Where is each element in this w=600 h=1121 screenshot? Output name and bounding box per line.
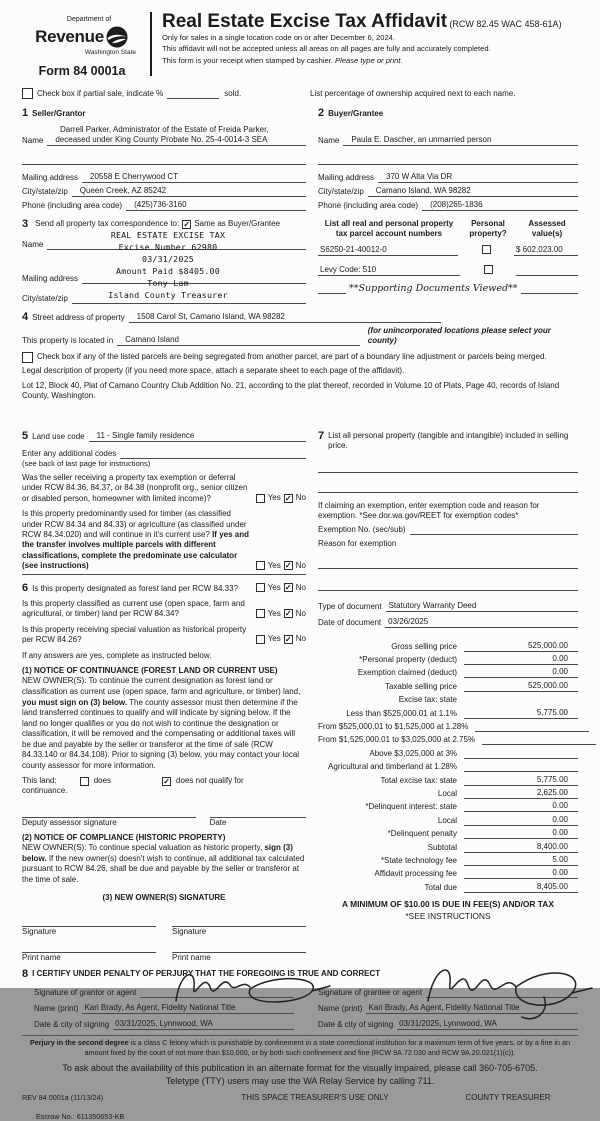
timber-agriculture-text: Is this property predominantly used for timber (as classified under RCW 84.34 and 84.33) or agriculture (as classified under RCW 84.34.020) and will continue in it's current use? If yes and the transfer involves multiple parcels with different classifications, complete the predominate use calculator (see instructions) [22,509,249,571]
tax-table-row [318,678,578,691]
assessed-value-header: Assessed value(s) [528,218,566,238]
perjury-statement: Perjury in the second degree is a class C felony which is punishable by confinement in a state correctional institution for a maximum term of five years, or by a fine in an amount fixed by the court of not more than $10,000, or by both such confinement and fine (RCW 9A.72.030 and RCW 9A.20.021(1)(c)). [29,1037,571,1057]
corr-name-field[interactable] [47,240,306,250]
header-note-1: Only for sales in a single location code on or after December 6, 2024. [162,33,396,42]
no-checkbox[interactable]: ✓ [284,493,292,503]
stamp-line: Tony Lam [147,277,189,288]
current-use-question [22,599,306,620]
buyer-grantee-section [318,108,578,211]
personal-property-header: Personal property? [469,218,507,238]
grantee-date-city-label: Date & city of signing [318,1019,394,1029]
grantor-name-print-label: Name (print) [34,1003,79,1013]
parcel-row [318,245,578,256]
header-note-3: This form is your receipt when stamped by cashier. Please type or print. [162,55,403,65]
exemption-no-field[interactable] [410,525,578,535]
same-as-buyer-checkbox[interactable]: ✓ [183,219,191,229]
tax-row-label: Exemption claimed (deduct) [357,668,457,678]
tax-table-row [318,879,578,892]
no-label: No [295,608,306,618]
ownership-note: List percentage of ownership acquired next to each name. [310,88,516,98]
grantee-name-print-field[interactable]: Kari Brady, As Agent, Fidelity National Title [366,1003,578,1014]
excise-tax-table [318,638,578,892]
tax-row-value[interactable]: 5,775.00 [464,708,578,719]
seller-grantor-title: Seller/Grantor [32,108,86,118]
tax-row-value[interactable]: 0.00 [464,801,578,812]
grantor-signature-line[interactable] [140,988,294,998]
does-label: does [93,776,112,786]
tax-table-row [318,772,578,785]
header-divider [150,12,152,76]
yes-checkbox[interactable] [256,635,265,644]
reason-exemption-line[interactable] [318,559,578,569]
buyer-city-field[interactable]: Camano Island, WA 98282 [368,186,578,197]
seller-name-line1: Darrell Parker, Administrator of the Estate of Freida Parker, [60,124,269,134]
this-land-label: This land: [22,776,57,786]
stamp-line: Amount Paid $8405.00 [116,265,220,276]
tax-table-row [318,786,578,799]
date-of-document-field[interactable]: 03/26/2025 [385,617,578,628]
no-label: No [295,582,306,592]
deputy-assessor-label: Deputy assessor signature [22,818,117,828]
legal-description-label: Legal description of property (if you need more space, attach a separate sheet to each page of the affidavit). [22,365,405,375]
form-title: Real Estate Excise Tax Affidavit [162,11,448,32]
deputy-date-label: Date [209,818,227,828]
seller-city-field[interactable]: Queen Creek, AZ 85242 [72,186,306,197]
buyer-city-label: City/state/zip [318,186,364,196]
buyer-phone-label: Phone (including area code) [318,200,419,210]
does-not-checkbox[interactable]: ✓ [163,776,170,786]
seller-phone-field[interactable]: (425)736-3160 [126,200,306,211]
tax-row-label: Subtotal [427,842,457,852]
tax-table-row [318,812,578,825]
section-1-number: 1 [22,106,29,119]
tax-row-label: Gross selling price [391,641,457,651]
classification-section [22,583,306,963]
treasurer-use-only-label: THIS SPACE TREASURER'S USE ONLY [241,1092,389,1102]
personal-property-line[interactable] [318,463,578,473]
new-owner-print-name-line[interactable] [22,943,156,953]
reason-exemption-label: Reason for exemption [318,539,397,549]
tax-row-label: Taxable selling price [384,681,457,691]
sold-label: sold. [224,88,242,98]
segregated-checkbox[interactable] [22,352,33,363]
tax-row-label: Local [437,788,457,798]
tax-row-value[interactable] [464,762,578,772]
yes-label: Yes [267,560,281,570]
this-land-row [22,776,306,786]
yes-label: Yes [267,608,281,618]
parcel-row [318,265,578,276]
located-in-field[interactable]: Camano Island [117,335,360,346]
buyer-name-label: Name [318,135,340,145]
tax-row-label: Agricultural and timberland at 1.28% [328,762,457,772]
partial-percent-field[interactable] [167,89,219,99]
forest-land-question [22,583,306,594]
reason-exemption-line[interactable] [318,581,578,591]
grantee-name-print-label: Name (print) [318,1003,363,1013]
additional-codes-field[interactable] [120,449,306,459]
date-of-document-label: Date of document [318,618,382,628]
tax-row-label: *Personal property (deduct) [359,655,457,665]
property-location-section [22,312,578,401]
supporting-documents-stamp: **Supporting Documents Viewed** [349,282,518,294]
print-name-label: Print name [22,952,61,962]
supporting-documents-row [318,283,578,295]
deputy-assessor-signature-line[interactable] [22,808,196,818]
segregated-label: Check box if any of the listed parcels are being segregated from another parcel, are part of a boundary line adjustment or parcels being merged. [37,351,547,361]
tax-table-row [318,665,578,678]
notice-compliance-body: NEW OWNER(S): To continue special valuation as historic property, sign (3) below. If the new owner(s) doesn't wish to continue, all additional tax calculated pursuant to RCW 84.26, shall be due and payable by the seller or transferor at the time of sale. [22,843,305,885]
new-owner-signature-line[interactable] [172,917,306,927]
tax-correspondence-section [22,219,306,304]
revenue-wordmark: Revenue [35,27,104,47]
tax-row-value[interactable] [475,722,589,732]
washington-state-label: Washington State [84,48,136,56]
certification-section [22,969,578,1030]
tax-row-label: *Delinquent penalty [387,829,457,839]
stamp-line: Island County Treasurer [108,289,228,300]
land-use-field[interactable]: 11 - Single family residence [89,431,306,442]
no-label: No [295,560,306,570]
corr-name-label: Name [22,239,44,249]
tax-row-label: Above $3,025,000 at 3% [369,748,457,758]
tax-table-row [318,732,578,745]
tax-row-label: From $525,000.01 to $1,525,000 at 1.28% [318,722,469,732]
notice-continuance-body: NEW OWNER(S): To continue the current designation as forest land or classification as current use (open space, farm and agriculture, or timber) land, you must sign on (3) below. The county assessor must then determine if the land transferred continues to qualify and will indicate by signing below. If the land no longer qualifies or you do not wish to continue the designation or classification, it will be removed and the compensating or additional taxes will be due and payable by the seller or transferor at the time of sale (RCW 84.33.140 or 84.34.108). Prior to signing (3) below, you may contact your local county assessor for more information. [22,676,301,770]
exemption-deferral-text: Was the seller receiving a property tax exemption or deferral under RCW 84.36, 84.37, or 84.38 (nonprofit org., senior citizen or disabled person, homeowner with limited income)? [22,472,248,503]
section-8-number: 8 [22,967,29,980]
does-checkbox[interactable] [80,777,89,786]
yes-no-answer [256,634,306,645]
personal-property-intro: List all personal property (tangible and intangible) included in selling price. [328,430,569,450]
new-owner-signature-heading: (3) NEW OWNER(S) SIGNATURE [102,892,226,902]
yes-label: Yes [267,582,281,592]
grantor-signature-label: Signature of grantor or agent [34,987,137,997]
type-of-document-field[interactable]: Statutory Warranty Deed [386,601,578,612]
tax-table-row [318,652,578,665]
tax-table-row [318,745,578,758]
seller-phone-label: Phone (including area code) [22,200,123,210]
tax-row-label: Local [437,815,457,825]
corr-mailing-field[interactable] [82,274,306,284]
see-instructions-note: *SEE INSTRUCTIONS [405,911,491,922]
no-label: No [295,493,306,503]
yes-checkbox[interactable] [256,494,265,503]
form-title-rcw-ref: (RCW 82.45 WAC 458-61A) [449,19,562,29]
signature-label: Signature [172,926,207,936]
type-of-document-label: Type of document [318,602,382,612]
seller-mailing-field[interactable]: 20558 E Cherrywood CT [82,172,306,183]
rev-form-number: REV 84 0001a (11/13/24) [22,1092,103,1102]
tax-row-label: Excise tax: state [398,695,457,705]
new-owner-print-name-line[interactable] [172,943,306,953]
section-2-number: 2 [318,106,325,119]
legal-description-text: Lot 12, Block 40, Plat of Camano Country Club Addition No. 21, according to the plat thereof, recorded in Volume 10 of Plats, Page 40, records of Island County, Washington. [22,380,560,400]
corr-city-label: City/state/zip [22,293,68,303]
form-number: Form 84 0001a [38,63,126,78]
yes-checkbox[interactable] [256,609,265,618]
no-checkbox[interactable]: ✓ [284,634,292,644]
corr-city-field[interactable] [72,294,306,304]
parcel-table [318,219,578,304]
no-checkbox[interactable]: ✓ [284,561,292,570]
no-checkbox[interactable]: ✓ [284,583,292,593]
deputy-date-line[interactable] [210,808,306,818]
yes-no-answer [256,609,306,620]
parcel-assessed-field[interactable]: $ 602,023.00 [514,245,578,256]
accessibility-note: To ask about the availability of this publication in an alternate format for the visually impaired, please call 360-705-6705. Teletype (TTY) users may use the WA Relay Service by calling 711. [62,1062,538,1086]
tax-table-row [318,719,578,732]
minimum-due-note: A MINIMUM OF $10.00 IS DUE IN FEE(S) AND/OR TAX [342,898,554,909]
print-name-label: Print name [172,952,211,962]
stamp-line: REAL ESTATE EXCISE TAX [110,229,226,240]
exemption-deferral-question [22,473,306,504]
header-note-2: This affidavit will not be accepted unless all areas on all pages are fully and accurately completed. [162,44,491,54]
tax-table-row [318,759,578,772]
new-owner-signature-line[interactable] [22,917,156,927]
stamp-underline-left [318,284,346,294]
yes-label: Yes [267,493,281,503]
buyer-name-field[interactable]: Paula E. Dascher, an unmarried person [343,135,578,146]
street-address-label: Street address of property [32,312,125,322]
tax-row-value[interactable] [482,735,596,745]
tax-row-value[interactable]: 0.00 [464,667,578,678]
tax-row-label: Affidavit processing fee [374,869,457,879]
grantee-date-city-field[interactable]: 03/31/2025, Lynnwood, WA [397,1019,578,1030]
tax-row-value[interactable]: 5,775.00 [464,775,578,786]
grantor-name-print-field[interactable]: Kari Brady, As Agent, Fidelity National Title [82,1003,294,1014]
buyer-grantee-title: Buyer/Grantee [328,108,384,118]
buyer-mailing-label: Mailing address [318,172,375,182]
located-in-label: This property is located in [22,335,114,345]
street-address-field[interactable]: 1508 Carol St, Camano Island, WA 98282 [129,312,441,323]
county-treasurer-label: COUNTY TREASURER [465,1092,551,1102]
land-use-label: Land use code [32,431,85,441]
seller-name-label: Name [22,135,44,145]
if-yes-note: If any answers are yes, complete as instructed below. [22,651,212,661]
does-not-label: does not qualify for [176,776,244,786]
revenue-logo-icon [105,25,129,49]
additional-codes-label: Enter any additional codes [22,448,117,458]
corr-mailing-label: Mailing address [22,273,79,283]
tax-row-value[interactable]: 0.00 [464,868,578,879]
seller-name-field[interactable]: deceased under King County Probate No. 25-4-0014-3 SEA [47,135,306,146]
exemption-no-label: Exemption No. (sec/sub) [318,525,406,535]
grantor-signing-block [22,982,294,1030]
tax-row-value[interactable]: 525,000.00 [464,641,578,652]
no-label: No [295,634,306,644]
dept-of-label: Department of [66,16,112,23]
tax-table-row [318,866,578,879]
seller-name-extra-line[interactable] [22,155,306,165]
tax-table-row [318,799,578,812]
same-as-buyer-label: Same as Buyer/Grantee [194,219,281,228]
notice-continuance-title: (1) NOTICE OF CONTINUANCE (FOREST LAND OR CURRENT USE) [22,666,278,676]
seller-city-label: City/state/zip [22,186,68,196]
stamp-line: Excise Number 62980 [118,241,218,252]
yes-no-answer [256,561,306,572]
partial-sale-checkbox[interactable] [22,88,33,99]
no-checkbox[interactable]: ✓ [284,609,292,619]
partial-sale-row [22,88,578,99]
tax-row-value[interactable]: 0.00 [464,815,578,826]
seller-mailing-label: Mailing address [22,172,79,182]
historical-property-text: Is this property receiving special valuation as historical property per RCW 84.26? [22,624,247,645]
section-6-number: 6 [22,581,29,594]
notice-compliance-title: (2) NOTICE OF COMPLIANCE (HISTORIC PROPERTY) [22,833,226,843]
tax-row-label: *Delinquent interest: state [365,802,457,812]
parcel-number-field[interactable]: Levy Code: 510 [318,265,460,276]
timber-agriculture-question [22,509,306,574]
current-use-text: Is this property classified as current use (open space, farm and agricultural, or timber) land per RCW 84.34? [22,598,245,619]
parcel-personal-checkbox[interactable] [484,265,493,274]
exemption-note: If claiming an exemption, enter exemption code and reason for exemption. *See dor.wa.gov/REET for exemption codes* [318,500,540,520]
yes-checkbox[interactable] [256,583,265,592]
signature-label: Signature [22,926,57,936]
parcel-assessed-field[interactable] [516,266,578,276]
grantor-date-city-label: Date & city of signing [34,1019,110,1029]
tax-row-label: Less than $525,000.01 at 1.1% [346,708,457,718]
section-7-number: 7 [318,429,325,442]
tax-row-value[interactable]: 5.00 [464,855,578,866]
tax-row-label: From $1,525,000.01 to $3,025,000 at 2.75% [318,735,476,745]
yes-label: Yes [267,634,281,644]
yes-no-answer [256,493,306,504]
tax-row-label: Total due [424,882,457,892]
personal-property-line[interactable] [318,483,578,493]
seller-grantor-section [22,108,306,211]
forest-land-text: 6 Is this property designated as forest land per RCW 84.33? [22,581,239,594]
grantee-signing-block [306,982,578,1030]
tax-row-value[interactable]: 2,625.00 [464,788,578,799]
section-3-number: 3 [22,217,29,230]
grantee-signature-line[interactable] [426,988,578,998]
buyer-name-extra-line[interactable] [318,155,578,165]
tax-row-value[interactable] [464,696,578,705]
tax-row-value[interactable]: 0.00 [464,828,578,839]
parcel-numbers-header: List all real and personal property tax parcel account numbers [324,218,454,238]
tax-table-row [318,853,578,866]
tax-row-label: *State technology fee [380,855,457,865]
tax-table-row [318,826,578,839]
personal-property-section [318,431,578,629]
historical-property-question [22,625,306,646]
additional-codes-note: (see back of last page for instructions) [22,458,151,468]
tax-table-row [318,692,578,705]
land-use-section [22,431,306,575]
tax-row-value[interactable]: 525,000.00 [464,681,578,692]
certify-statement: I CERTIFY UNDER PENALTY OF PERJURY THAT THE FOREGOING IS TRUE AND CORRECT [32,968,381,978]
tax-row-label: Total excise tax: state [380,775,457,785]
tax-row-value[interactable]: 8,400.00 [464,842,578,853]
parcel-number-field[interactable]: S6250-21-40012-0 [318,245,458,256]
yes-checkbox[interactable] [256,561,265,570]
tax-row-value[interactable]: 8,405.00 [464,882,578,893]
grantor-date-city-field[interactable]: 03/31/2025, Lynnwood, WA [113,1019,294,1030]
located-in-note: (for unincorporated locations please select your county) [367,325,551,345]
partial-sale-label: Check box if partial sale, indicate % [37,88,164,98]
section-4-number: 4 [22,310,29,323]
grantee-signature-label: Signature of grantee or agent [318,987,423,997]
tax-row-value[interactable]: 0.00 [464,654,578,665]
buyer-mailing-field[interactable]: 370 W Alta Via DR [378,172,578,183]
tax-row-value[interactable] [464,749,578,759]
continuance-label: continuance. [22,786,68,796]
tax-table-row [318,705,578,718]
tax-table-row [318,839,578,852]
dor-logo-block [22,10,142,80]
form-header [22,10,578,80]
section-5-number: 5 [22,429,29,442]
yes-no-answer [256,583,306,594]
buyer-phone-field[interactable]: (208)265-1836 [422,200,578,211]
parcel-personal-checkbox[interactable] [482,245,491,254]
stamp-line: 03/31/2025 [142,253,194,264]
escrow-number: Escrow No.: 611350653-KB [36,1111,125,1121]
stamp-underline-right [521,284,578,294]
tax-table-row [318,638,578,651]
correspondence-intro: Send all property tax correspondence to: [35,219,180,228]
